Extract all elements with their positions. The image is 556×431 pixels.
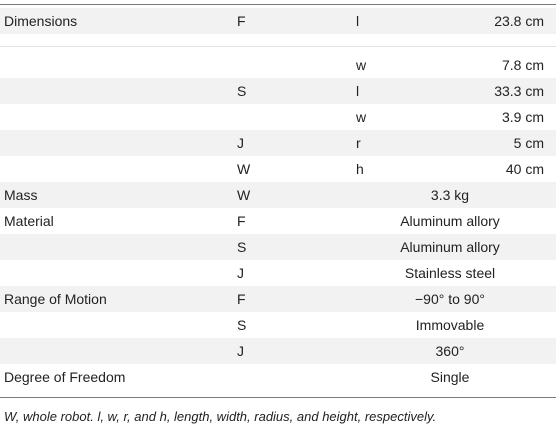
- row-value: 3.3 kg: [430, 187, 470, 203]
- table-bottom-rule: [0, 397, 556, 398]
- row-symbol: r: [356, 135, 361, 151]
- table-top-rule: [0, 4, 556, 5]
- row-value: 7.8 cm: [501, 57, 544, 73]
- row-part: S: [237, 317, 247, 333]
- row-property: Mass: [4, 187, 38, 203]
- table-row: [0, 208, 556, 234]
- row-value: Single: [430, 369, 470, 385]
- row-part: F: [237, 213, 246, 229]
- row-value: Aluminum allory: [400, 213, 500, 229]
- row-symbol: l: [356, 13, 360, 29]
- row-part: S: [237, 83, 247, 99]
- row-symbol: w: [356, 57, 367, 73]
- row-part: F: [237, 291, 246, 307]
- row-value: 3.9 cm: [501, 109, 544, 125]
- row-property: Material: [4, 213, 54, 229]
- table-row: [0, 338, 556, 364]
- table-row: [0, 130, 556, 156]
- row-property: Dimensions: [4, 13, 78, 29]
- row-symbol: h: [356, 161, 364, 177]
- table-row: [0, 312, 556, 338]
- table-row: [0, 260, 556, 286]
- row-part: F: [237, 13, 246, 29]
- row-part: J: [237, 343, 244, 359]
- table-row: [0, 286, 556, 312]
- table-row: [0, 156, 556, 182]
- table-row: [0, 234, 556, 260]
- row-symbol: w: [356, 109, 367, 125]
- row-value: 40 cm: [505, 161, 544, 177]
- table-row: [0, 182, 556, 208]
- row-part: W: [237, 161, 251, 177]
- row-value: −90° to 90°: [415, 291, 485, 307]
- table-row: [0, 104, 556, 130]
- row-value: Aluminum allory: [400, 239, 500, 255]
- row-divider: [0, 46, 556, 47]
- table-footnote: W, whole robot. l, w, r, and h, length, width, radius, and height, respectively.: [4, 409, 437, 424]
- row-value: 23.8 cm: [494, 13, 544, 29]
- table-row: [0, 52, 556, 78]
- table-row: [0, 364, 556, 390]
- row-part: W: [237, 187, 251, 203]
- row-value: 5 cm: [513, 135, 544, 151]
- row-value: 33.3 cm: [494, 83, 544, 99]
- row-property: Degree of Freedom: [4, 369, 126, 385]
- row-value: Stainless steel: [404, 265, 496, 281]
- row-symbol: l: [356, 83, 360, 99]
- row-part: S: [237, 239, 247, 255]
- row-value: 360°: [435, 343, 465, 359]
- row-property: Range of Motion: [4, 291, 107, 307]
- row-value: Immovable: [415, 317, 485, 333]
- row-part: J: [237, 265, 244, 281]
- table-row: [0, 8, 556, 34]
- row-part: J: [237, 135, 244, 151]
- table-row: [0, 78, 556, 104]
